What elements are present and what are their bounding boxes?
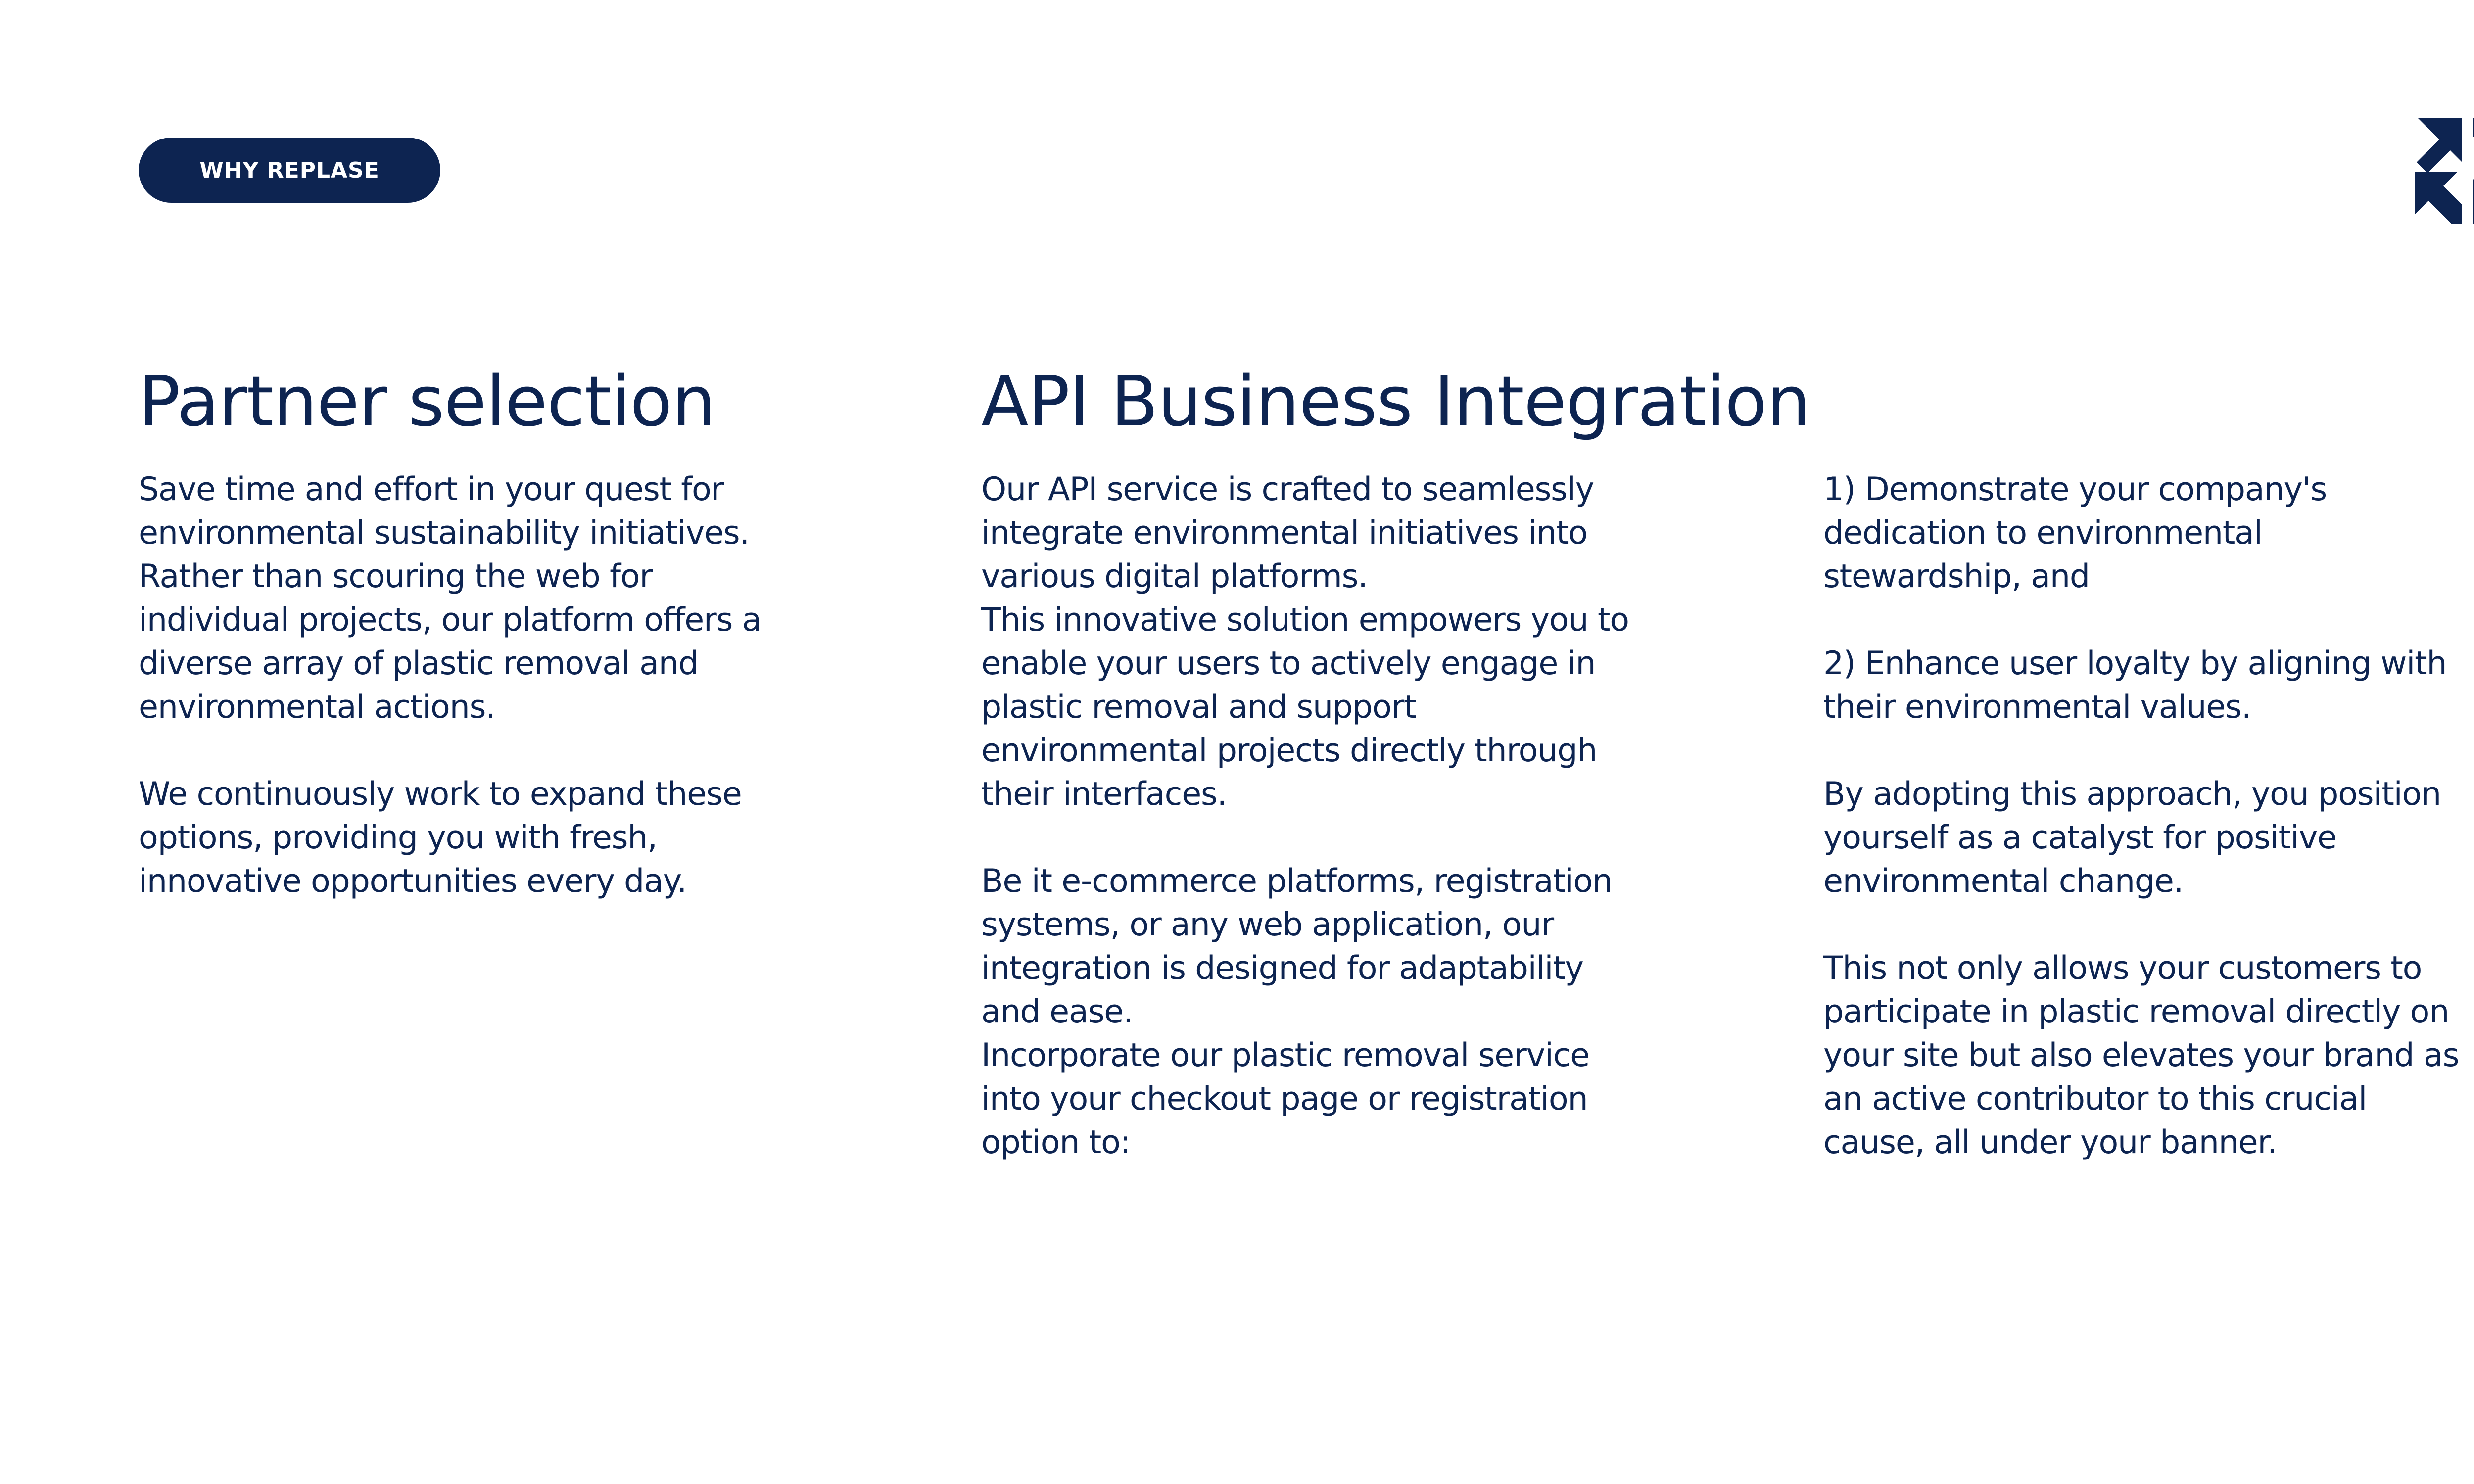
partner-selection-heading: Partner selection xyxy=(139,362,715,442)
badge-label: WHY REPLASE xyxy=(199,157,380,183)
api-integration-heading: API Business Integration xyxy=(981,362,1810,442)
section-badge xyxy=(139,138,440,203)
api-integration-body-right: 1) Demonstrate your company's dedication to environmental stewardship, and 2) Enhance user loyalty by aligning with their environmental values. By adopting this approach, you position yourself as a catalyst for positive environmental change. This not only allows your customers to participate in plastic removal directly on your site but also elevates your brand as an active contributor to this crucial cause, all under your banner. xyxy=(1823,471,2459,1161)
partner-selection-body: Save time and effort in your quest for environmental sustainability initiatives. Rather than scouring the web for individual projects, our platform offers a diverse array of plastic removal and environmental actions. We continuously work to expand these options, providing you with fresh, innovative opportunities every day. xyxy=(139,471,761,900)
api-integration-body-left: Our API service is crafted to seamlessly integrate environmental initiatives into various digital platforms. This innovative solution empowers you to enable your users to actively engage in plastic removal and support environmental projects directly through their interfaces. Be it e-commerce platforms, registration systems, or any web application, our integration is designed for adaptability and ease. Incorporate our plastic removal service into your checkout page or registration option to: xyxy=(981,471,1629,1161)
replase-logo-icon xyxy=(2415,118,2474,224)
